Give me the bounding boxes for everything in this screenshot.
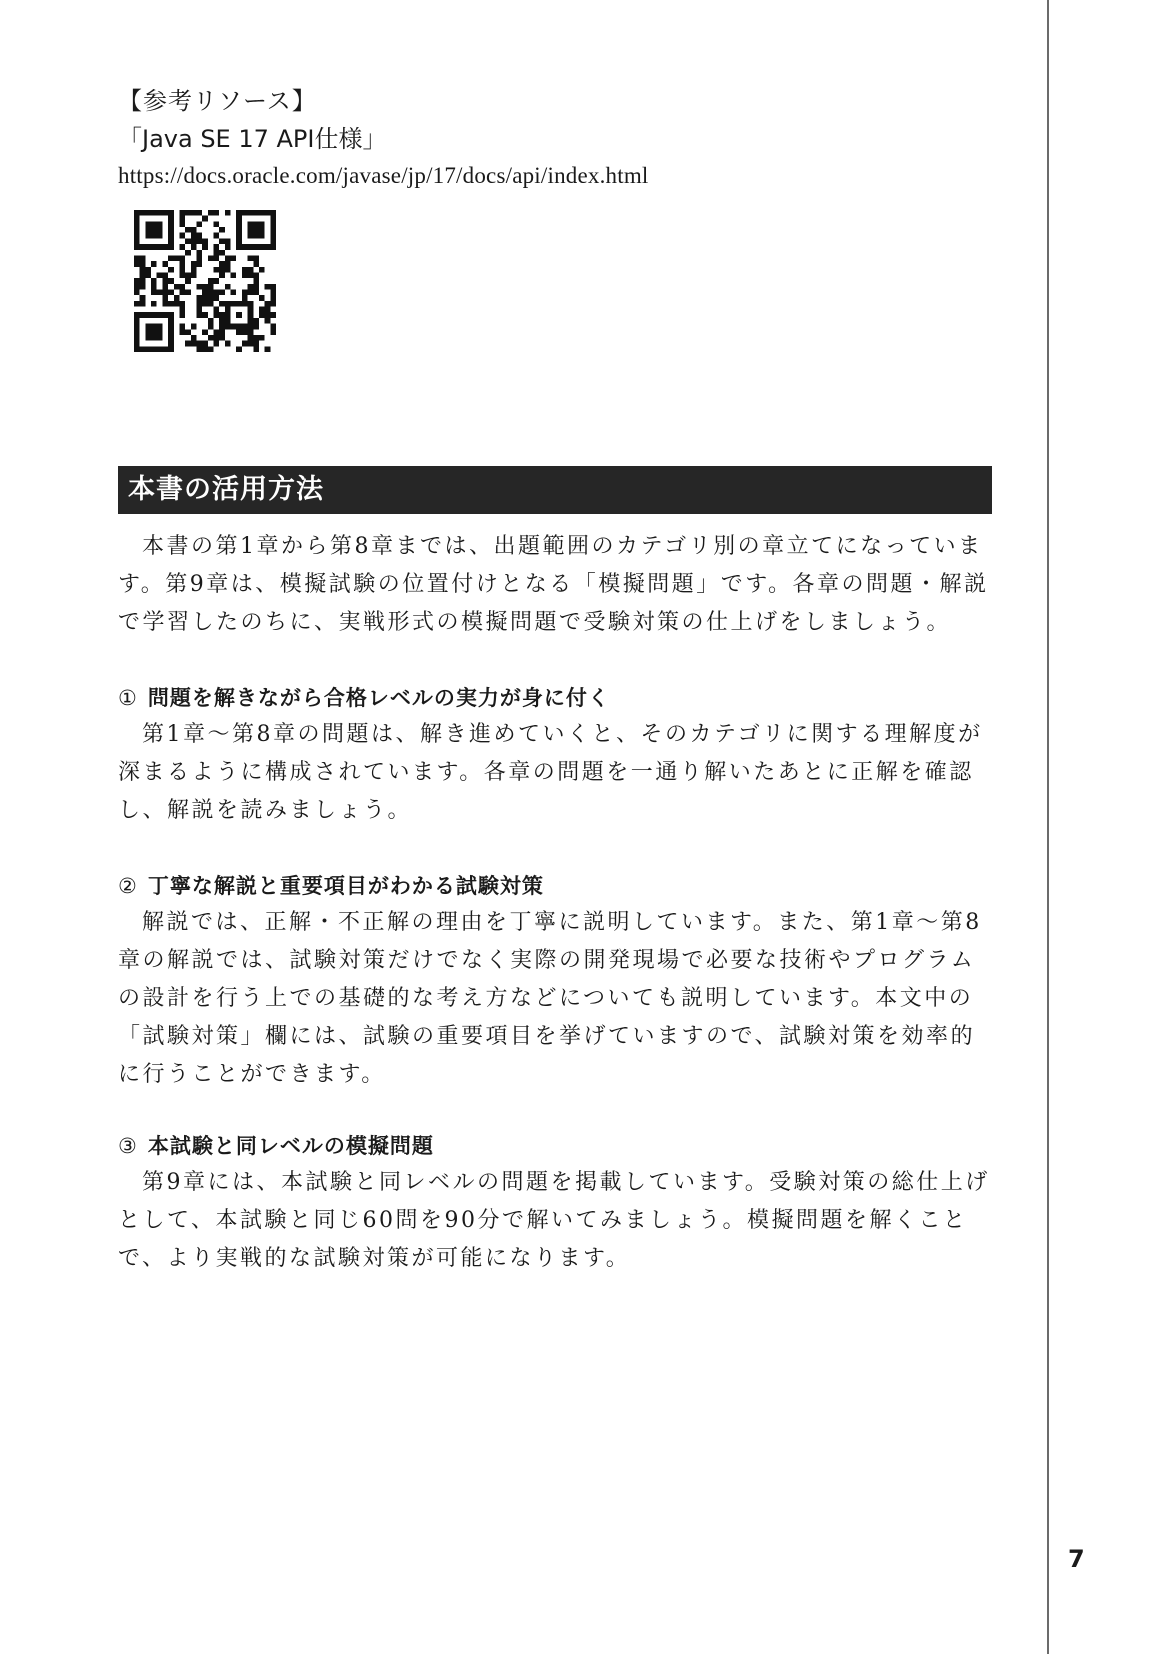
section-banner xyxy=(118,466,992,514)
item-3-body: 第9章には、本試験と同レベルの問題を掲載しています。受験対策の総仕上げとして、本試験と同じ60問を90分で解いてみましょう。模擬問題を解くことで、より実戦的な試験対策が可能になります。 xyxy=(118,1170,990,1271)
item-1-body: 第1章〜第8章の問題は、解き進めていくと、そのカテゴリに関する理解度が深まるように構成されています。各章の問題を一通り解いたあとに正解を確認し、解説を読みましょう。 xyxy=(118,722,983,823)
page-number: 7 xyxy=(1068,1545,1085,1573)
item-1-number: ① xyxy=(118,686,138,710)
reference-url[interactable]: https://docs.oracle.com/javase/jp/17/docs/api/index.html xyxy=(118,163,649,188)
item-1-heading xyxy=(118,682,610,714)
reference-heading: 【参考リソース】 xyxy=(118,87,317,115)
item-2-title: 丁寧な解説と重要項目がわかる試験対策 xyxy=(147,874,544,898)
item-3-title: 本試験と同レベルの模擬問題 xyxy=(147,1134,434,1158)
item-2-body: 解説では、正解・不正解の理由を丁寧に説明しています。また、第1章〜第8章の解説では、試験対策だけでなく実際の開発現場で必要な技術やプログラムの設計を行う上での基礎的な考え方などについても説明しています。本文中の「試験対策」欄には、試験の重要項目を挙げていますので、試験対策を効率的に行うことができます。 xyxy=(118,910,982,1087)
section-title: 本書の活用方法 xyxy=(128,474,324,505)
page-edge-rule xyxy=(1047,0,1049,1654)
item-3-heading xyxy=(118,1130,434,1162)
item-2-number: ② xyxy=(118,874,138,898)
item-2-heading xyxy=(118,870,544,902)
intro-paragraph: 本書の第1章から第8章までは、出題範囲のカテゴリ別の章立てになっています。第9章は、模擬試験の位置付けとなる「模擬問題」です。各章の問題・解説で学習したのちに、実戦形式の模擬問題で受験対策の仕上げをしましょう。 xyxy=(118,534,989,635)
reference-title: 「Java SE 17 API仕様」 xyxy=(118,125,387,153)
qr-code-icon xyxy=(134,210,276,352)
item-3-number: ③ xyxy=(118,1134,138,1158)
item-1-title: 問題を解きながら合格レベルの実力が身に付く xyxy=(147,686,610,710)
